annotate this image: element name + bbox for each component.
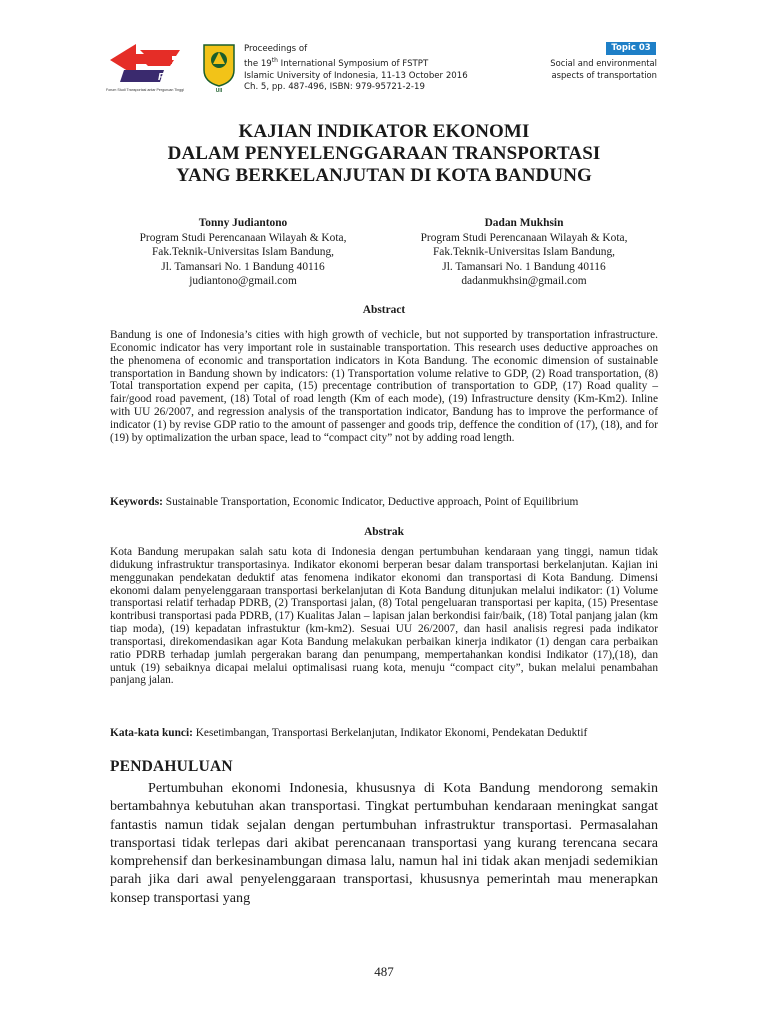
author-affiliation: Fak.Teknik-Universitas Islam Bandung, bbox=[151, 246, 335, 259]
author-affiliation: Program Studi Perencanaan Wilayah & Kota, bbox=[139, 231, 347, 244]
title-line-1: KAJIAN INDIKATOR EKONOMI bbox=[238, 121, 530, 142]
title-line-3: YANG BERKELANJUTAN DI KOTA BANDUNG bbox=[176, 165, 592, 186]
fstpt-logo bbox=[102, 42, 196, 94]
intro-paragraph: Pertumbuhan ekonomi Indonesia, khususnya di Kota Bandung mendorong semakin bertambahnya kebutuhan akan transportasi. Tingkat pertumbuhan kendaraan meningkat sangat fantastis namun tidak sejalan dengan pertumbuhan infrastruktur transportasi. Permasalahan transportasi tidak terlepas dari akibat perencanaan transportasi yang kurang terencana secara komprehensif dan berkesinambungan dimasa lalu, namun hal ini tidak akan menjadi sedemikian parah jika dari awal penyelenggaraan transportasi, khususnya pemerintah mau menerapkan konsep transportasi yang bbox=[110, 780, 658, 906]
author-affiliation: Fak.Teknik-Universitas Islam Bandung, bbox=[432, 246, 616, 259]
author-block bbox=[389, 216, 659, 289]
author-address: Jl. Tamansari No. 1 Bandung 40116 bbox=[442, 260, 606, 273]
paper-title bbox=[60, 121, 708, 187]
fstpt-logo-tagline: Forum Studi Transportasi antar Perguruan Tinggi bbox=[106, 88, 184, 92]
topic-description: Social and environmental aspects of transportation bbox=[550, 58, 657, 80]
uii-logo-text: UII bbox=[215, 88, 223, 94]
author-affiliation: Program Studi Perencanaan Wilayah & Kota, bbox=[420, 231, 628, 244]
proceedings-line-3: Islamic University of Indonesia, 11-13 October 2016 bbox=[244, 70, 468, 81]
abstrak-keywords: Kata-kata kunci: Kesetimbangan, Transportasi Berkelanjutan, Indikator Ekonomi, Pendekatan Deduktif bbox=[110, 727, 588, 739]
abstract-keywords: Keywords: Sustainable Transportation, Economic Indicator, Deductive approach, Point of Equilibrium bbox=[110, 496, 579, 508]
author-name: Tonny Judiantono bbox=[198, 217, 288, 229]
abstract-text: Bandung is one of Indonesia’s cities with high growth of vechicle, but not supported by transportation infrastructure. Economic indicator has very important role in sustainable transportation. This research uses deductive approaches on the phenomena of economic and transportation indicators in Kota Bandung. The economic dimension of sustainable transportation in Bandung shown by indicators: (1) Transportation volume relative to GDP, (2) Road transportation, (8) Total transportation expend per capita, (15) precentage contribution of transportation to GDP, (17) Road quality – fair/good road pavement, (18) Total of road length (Km of each mode), (19) Infrastructure density (Km-Km2). Inline with UU 26/2007, and regression analysis of the transportation indicator, Bandung has to improve the performance of indicator (1) by revise GDP ratio to the amount of passenger and goods trip, deffence the condition of (17), (18), and for (19) by optimalization the urban space, lead to “compact city” not by adding road length. bbox=[110, 329, 658, 444]
uii-logo bbox=[200, 42, 238, 94]
author-email[interactable]: judiantono@gmail.com bbox=[189, 275, 297, 288]
author-email[interactable]: dadanmukhsin@gmail.com bbox=[461, 275, 587, 288]
abstrak-text: Kota Bandung merupakan salah satu kota di Indonesia dengan pertumbuhan kendaraan yang tinggi, namun tidak didukung infrastruktur transportasinya. Indikator ekonomi berperan besar dalam transportasi berkelanjutan. Kajian ini menggunakan pendekatan deduktif atas fenomena indikator ekonomi dan transportasi di Kota Bandung. Dimensi ekonomi dalam penyelenggaraan transportasi berkelanjutan di Kota Bandung ditunjukan melalui indikator: (1) Volume transportasi relatif terhadap PDRB, (2) Transportasi jalan, (8) Total pengeluaran transportasi per kapita, (15) Presentase kontribusi transportasi pada PDRB, (17) Kualitas Jalan – lapisan jalan berkondisi fair/baik, (18) Total panjang jalan (km tiap moda), (19) kepadatan infrastuktur (km-km2). Sesuai UU 26/2007, dan hasil analisis regresi pada indikator transportasi, direkomendasikan agar Kota Bandung melakukan perbaikan kinerja indikator (1) dengan cara perbaikan ratio PDRB terhadap jumlah pergerakan barang dan penumpang, mempertahankan kondisi Indikator (17),(18), dan untuk (19) sebaiknya dicapai melalui optimalisasi ruang kota, menuju “compact city”, bukan melalui penambahan panjang jalan. bbox=[110, 546, 658, 687]
author-address: Jl. Tamansari No. 1 Bandung 40116 bbox=[161, 260, 325, 273]
section-heading: PENDAHULUAN bbox=[110, 758, 233, 775]
abstrak-heading: Abstrak bbox=[364, 526, 404, 538]
proceedings-line-1: Proceedings of bbox=[244, 44, 308, 54]
author-name: Dadan Mukhsin bbox=[484, 217, 564, 229]
proceedings-line-4: Ch. 5, pp. 487-496, ISBN: 979-95721-2-19 bbox=[244, 82, 425, 93]
author-block bbox=[108, 216, 378, 289]
proceedings-info bbox=[244, 44, 468, 93]
fstpt-logo-text: FSTPT bbox=[158, 72, 190, 83]
topic-badge: Topic 03 bbox=[606, 42, 656, 55]
page-number: 487 bbox=[374, 964, 394, 979]
proceedings-line-2: the 19th International Symposium of FSTPT bbox=[244, 57, 429, 70]
abstract-heading: Abstract bbox=[362, 304, 406, 316]
title-line-2: DALAM PENYELENGGARAAN TRANSPORTASI bbox=[167, 143, 601, 164]
